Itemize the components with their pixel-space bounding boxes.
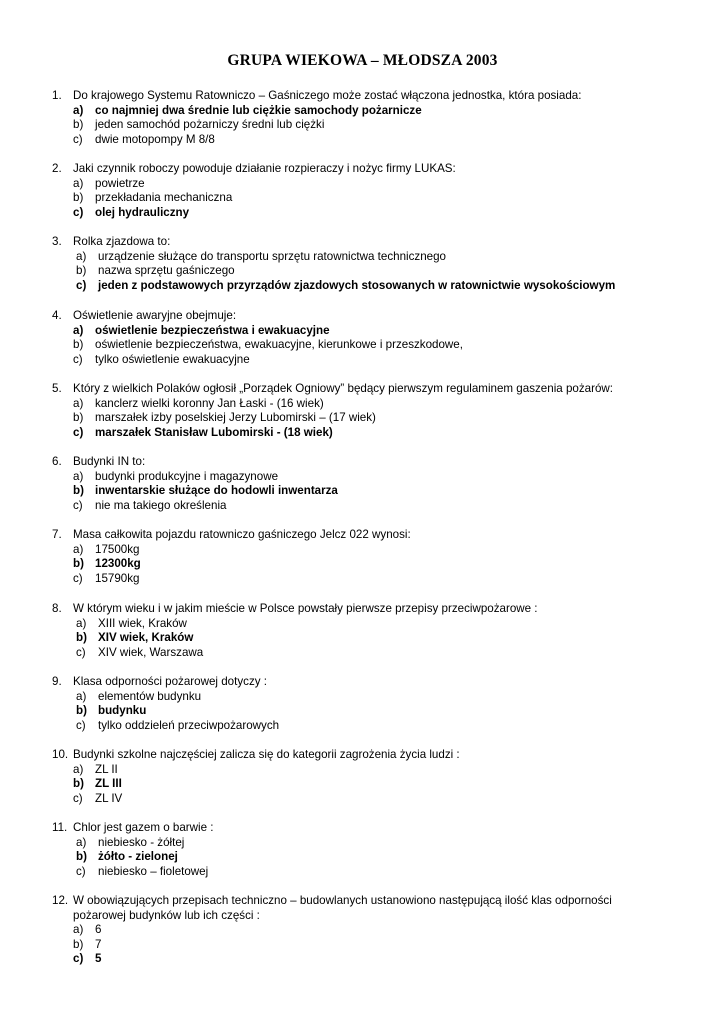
option-text: olej hydrauliczny	[95, 205, 190, 219]
option-letter: a)	[73, 396, 84, 410]
question-text: Masa całkowita pojazdu ratowniczo gaśniczego Jelcz 022 wynosi:	[73, 528, 411, 541]
answer-option	[52, 264, 692, 279]
answer-option	[52, 719, 692, 734]
option-text: 17500kg	[95, 542, 140, 556]
option-letter: a)	[76, 616, 87, 630]
option-text: co najmniej dwa średnie lub ciężkie samochody pożarnicze	[95, 103, 422, 117]
option-letter: b)	[73, 937, 84, 951]
question-7	[52, 528, 692, 586]
option-text: oświetlenie bezpieczeństwa i ewakuacyjne	[95, 323, 330, 337]
option-letter: b)	[73, 411, 84, 424]
option-letter: c)	[76, 278, 87, 292]
answer-option	[52, 557, 692, 572]
answer-option	[52, 690, 692, 705]
question-12	[52, 894, 692, 967]
question-text: W którym wieku i w jakim mieście w Polsce powstały pierwsze przepisy przeciwpożarowe :	[73, 602, 538, 615]
option-letter: b)	[76, 631, 87, 644]
question-text: W obowiązujących przepisach techniczno – budowlanych ustanowiono następującą ilość klas odporności	[73, 894, 612, 907]
question-text: Chlor jest gazem o barwie :	[73, 821, 214, 834]
option-text: inwentarskie służące do hodowli inwentarza	[95, 484, 338, 497]
answer-option	[52, 923, 692, 938]
option-letter: b)	[76, 264, 87, 277]
option-text: XIV wiek, Kraków	[98, 631, 194, 644]
option-text: XIV wiek, Warszawa	[98, 645, 204, 659]
option-letter: c)	[73, 498, 83, 512]
question-number: 8.	[52, 602, 62, 615]
option-letter: a)	[76, 689, 87, 703]
answer-option	[52, 792, 692, 807]
question-text: Oświetlenie awaryjne obejmuje:	[73, 309, 237, 322]
answer-option	[52, 763, 692, 778]
answer-option	[52, 572, 692, 587]
answer-option	[52, 279, 692, 294]
question-text: Budynki IN to:	[73, 455, 146, 468]
question-9	[52, 675, 692, 733]
answer-option	[52, 250, 692, 265]
question-text: Do krajowego Systemu Ratowniczo – Gaśniczego może zostać włączona jednostka, która posiada:	[73, 89, 582, 102]
question-6	[52, 455, 692, 513]
answer-option	[52, 118, 692, 133]
option-text: tylko oświetlenie ewakuacyjne	[95, 352, 250, 366]
question-text: Który z wielkich Polaków ogłosił „Porządek Ogniowy” będący pierwszym regulaminem gaszenia pożarów:	[73, 382, 613, 395]
option-text: budynku	[98, 704, 147, 717]
option-text: tylko oddzieleń przeciwpożarowych	[98, 718, 280, 732]
option-letter: a)	[73, 469, 84, 483]
option-text: niebiesko – fioletowej	[98, 864, 209, 878]
option-letter: a)	[76, 835, 87, 849]
answer-option	[52, 499, 692, 514]
answer-option	[52, 543, 692, 558]
option-letter: b)	[73, 118, 84, 131]
answer-option	[52, 704, 692, 719]
answer-option	[52, 191, 692, 206]
option-text: ZL II	[95, 762, 118, 776]
question-number: 12.	[52, 894, 69, 907]
answer-option	[52, 631, 692, 646]
option-text: nie ma takiego określenia	[95, 498, 227, 512]
answer-option	[52, 865, 692, 880]
option-letter: b)	[76, 704, 87, 717]
option-text: jeden samochód pożarniczy średni lub ciężki	[95, 118, 325, 131]
option-letter: b)	[73, 557, 84, 570]
question-number: 5.	[52, 382, 62, 395]
question-4	[52, 309, 692, 367]
question-number: 11.	[52, 821, 68, 834]
option-text: żółto - zielonej	[98, 850, 178, 863]
question-number: 10.	[52, 748, 69, 761]
option-letter: b)	[73, 777, 84, 790]
answer-option	[52, 617, 692, 632]
question-number: 6.	[52, 455, 62, 468]
answer-option	[52, 426, 692, 441]
option-letter: b)	[73, 191, 84, 204]
question-11	[52, 821, 692, 879]
option-text: 15790kg	[95, 571, 140, 585]
option-text: oświetlenie bezpieczeństwa, ewakuacyjne, kierunkowe i przeszkodowe,	[95, 338, 463, 351]
option-letter: b)	[76, 850, 87, 863]
question-number: 1.	[52, 89, 62, 102]
answer-option	[52, 104, 692, 119]
option-letter: c)	[73, 952, 84, 965]
answer-option	[52, 338, 692, 353]
option-letter: c)	[76, 645, 86, 659]
question-number: 2.	[52, 162, 62, 175]
option-text: jeden z podstawowych przyrządów zjazdowych stosowanych w ratownictwie wysokościowym	[98, 278, 616, 292]
answer-option	[52, 133, 692, 148]
option-letter: b)	[73, 484, 84, 497]
option-letter: a)	[73, 542, 84, 556]
question-2	[52, 162, 692, 220]
question-number: 9.	[52, 675, 62, 688]
option-text: przekładania mechaniczna	[95, 191, 233, 204]
option-text: 5	[95, 952, 102, 965]
page-title: GRUPA WIEKOWA – MŁODSZA 2003	[227, 52, 498, 69]
option-text: niebiesko - żółtej	[98, 835, 185, 849]
answer-option	[52, 177, 692, 192]
option-text: marszałek izby poselskiej Jerzy Lubomirski – (17 wiek)	[95, 411, 376, 424]
option-text: ZL III	[95, 777, 122, 790]
option-letter: a)	[73, 323, 84, 337]
question-1	[52, 89, 692, 147]
option-text: dwie motopompy M 8/8	[95, 132, 215, 146]
option-text: 12300kg	[95, 557, 141, 570]
option-letter: c)	[73, 132, 83, 146]
answer-option	[52, 470, 692, 485]
option-letter: c)	[73, 571, 83, 585]
answer-option	[52, 646, 692, 661]
option-letter: c)	[76, 864, 86, 878]
question-8	[52, 602, 692, 660]
answer-option	[52, 850, 692, 865]
answer-option	[52, 206, 692, 221]
question-3	[52, 235, 692, 293]
answer-option	[52, 324, 692, 339]
option-letter: c)	[73, 791, 83, 805]
question-text: Budynki szkolne najczęściej zalicza się do kategorii zagrożenia życia ludzi :	[73, 748, 460, 761]
question-text: Rolka zjazdowa to:	[73, 235, 171, 248]
answer-option	[52, 411, 692, 426]
option-letter: c)	[73, 352, 83, 366]
option-text: 6	[95, 923, 102, 936]
option-text: ZL IV	[95, 791, 123, 805]
option-text: marszałek Stanisław Lubomirski - (18 wiek)	[95, 425, 333, 439]
option-letter: c)	[73, 425, 84, 439]
option-text: 7	[95, 937, 102, 951]
answer-option	[52, 353, 692, 368]
option-text: kanclerz wielki koronny Jan Łaski - (16 wiek)	[95, 396, 324, 410]
option-text: nazwa sprzętu gaśniczego	[98, 264, 235, 277]
question-5	[52, 382, 692, 440]
option-letter: a)	[76, 249, 87, 263]
option-letter: a)	[73, 923, 84, 936]
question-number: 3.	[52, 235, 62, 248]
question-text: Jaki czynnik roboczy powoduje działanie rozpieraczy i nożyc firmy LUKAS:	[73, 162, 456, 175]
question-10	[52, 748, 692, 806]
option-text: elementów budynku	[98, 689, 202, 703]
option-letter: a)	[73, 103, 84, 117]
option-letter: a)	[73, 176, 84, 190]
answer-option	[52, 397, 692, 412]
question-text-continued: pożarowej budynków lub ich części :	[73, 908, 260, 922]
question-number: 4.	[52, 309, 62, 322]
option-letter: b)	[73, 338, 84, 351]
answer-option	[52, 836, 692, 851]
option-letter: a)	[73, 762, 84, 776]
answer-option	[52, 952, 692, 967]
option-letter: c)	[73, 205, 84, 219]
option-text: urządzenie służące do transportu sprzętu ratownictwa technicznego	[98, 249, 447, 263]
answer-option	[52, 938, 692, 953]
answer-option	[52, 484, 692, 499]
option-text: XIII wiek, Kraków	[98, 616, 187, 630]
answer-option	[52, 777, 692, 792]
option-letter: c)	[76, 718, 86, 732]
question-text: Klasa odporności pożarowej dotyczy :	[73, 675, 267, 688]
option-text: powietrze	[95, 176, 145, 190]
option-text: budynki produkcyjne i magazynowe	[95, 469, 279, 483]
question-number: 7.	[52, 528, 62, 541]
